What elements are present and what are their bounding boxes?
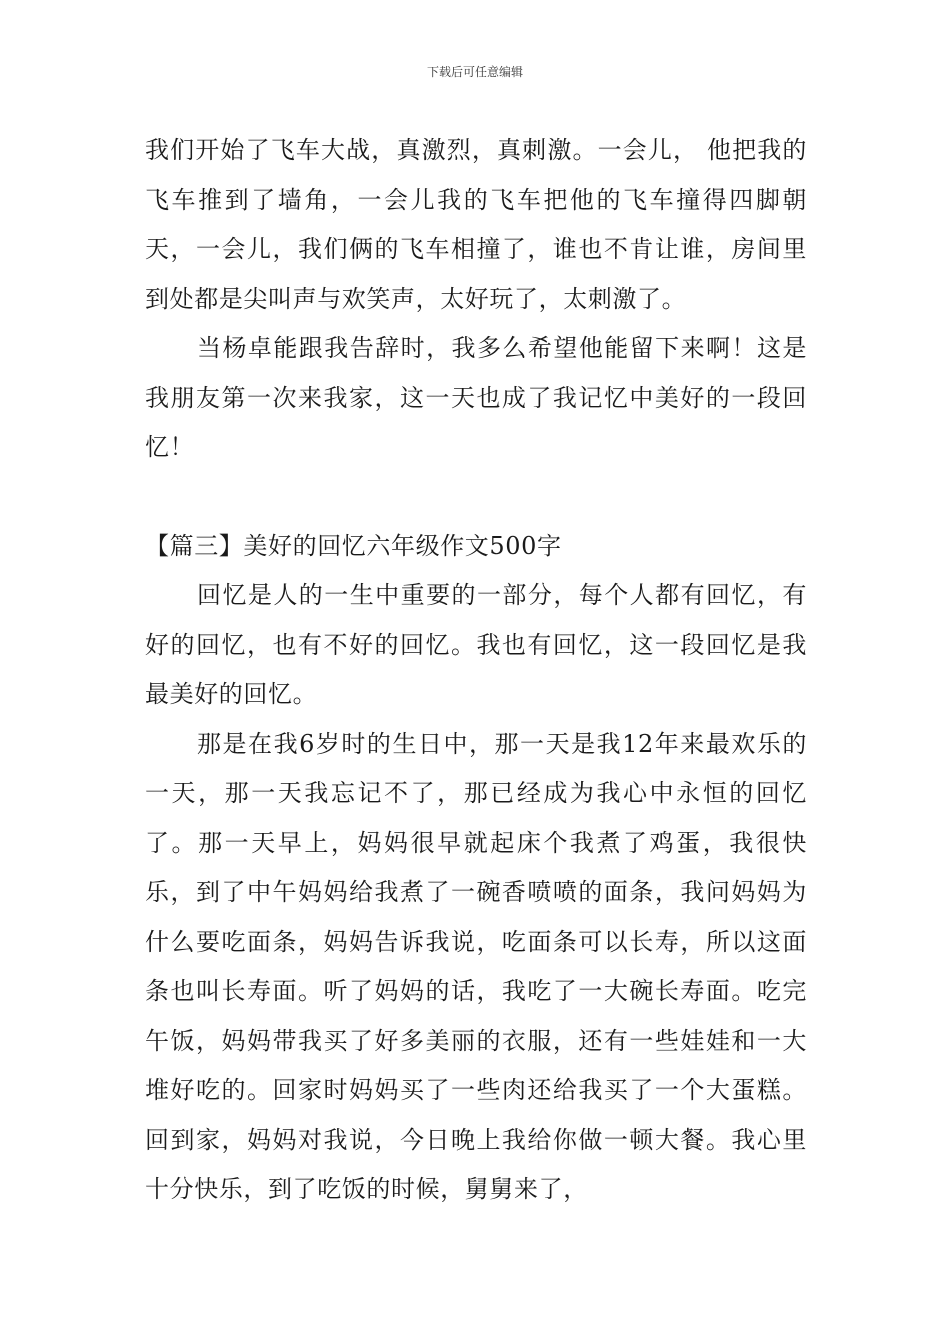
paragraph: 我们开始了飞车大战，真激烈，真刺激。一会儿， 他把我的飞车推到了墙角，一会儿我的飞车把他的飞车撞得四脚朝天，一会儿，我们俩的飞车相撞了，谁也不肯让谁，房间里到处都是尖叫声与欢笑声，太好玩了，太刺激了。 bbox=[145, 136, 807, 313]
section-title: 【篇三】美好的回忆六年级作文500字 bbox=[145, 531, 562, 560]
paragraph: 回忆是人的一生中重要的一部分，每个人都有回忆，有好的回忆，也有不好的回忆。我也有回忆，这一段回忆是我最美好的回忆。 bbox=[145, 581, 807, 708]
document-body bbox=[145, 126, 807, 1215]
page-header-note: 下载后可任意编辑 bbox=[426, 65, 523, 79]
paragraph: 那是在我6岁时的生日中，那一天是我12年来最欢乐的一天，那一天我忘记不了，那已经成为我心中永恒的回忆了。那一天早上，妈妈很早就起床个我煮了鸡蛋，我很快乐，到了中午妈妈给我煮了一碗香喷喷的面条，我问妈妈为什么要吃面条，妈妈告诉我说，吃面条可以长寿，所以这面条也叫长寿面。听了妈妈的话，我吃了一大碗长寿面。吃完午饭，妈妈带我买了好多美丽的衣服，还有一些娃娃和一大堆好吃的。回家时妈妈买了一些肉还给我买了一个大蛋糕。回到家，妈妈对我说，今日晚上我给你做一顿大餐。我心里十分快乐，到了吃饭的时候，舅舅来了， bbox=[145, 729, 807, 1203]
paragraph: 当杨卓能跟我告辞时，我多么希望他能留下来啊！这是我朋友第一次来我家，这一天也成了我记忆中美好的一段回忆！ bbox=[145, 334, 807, 461]
